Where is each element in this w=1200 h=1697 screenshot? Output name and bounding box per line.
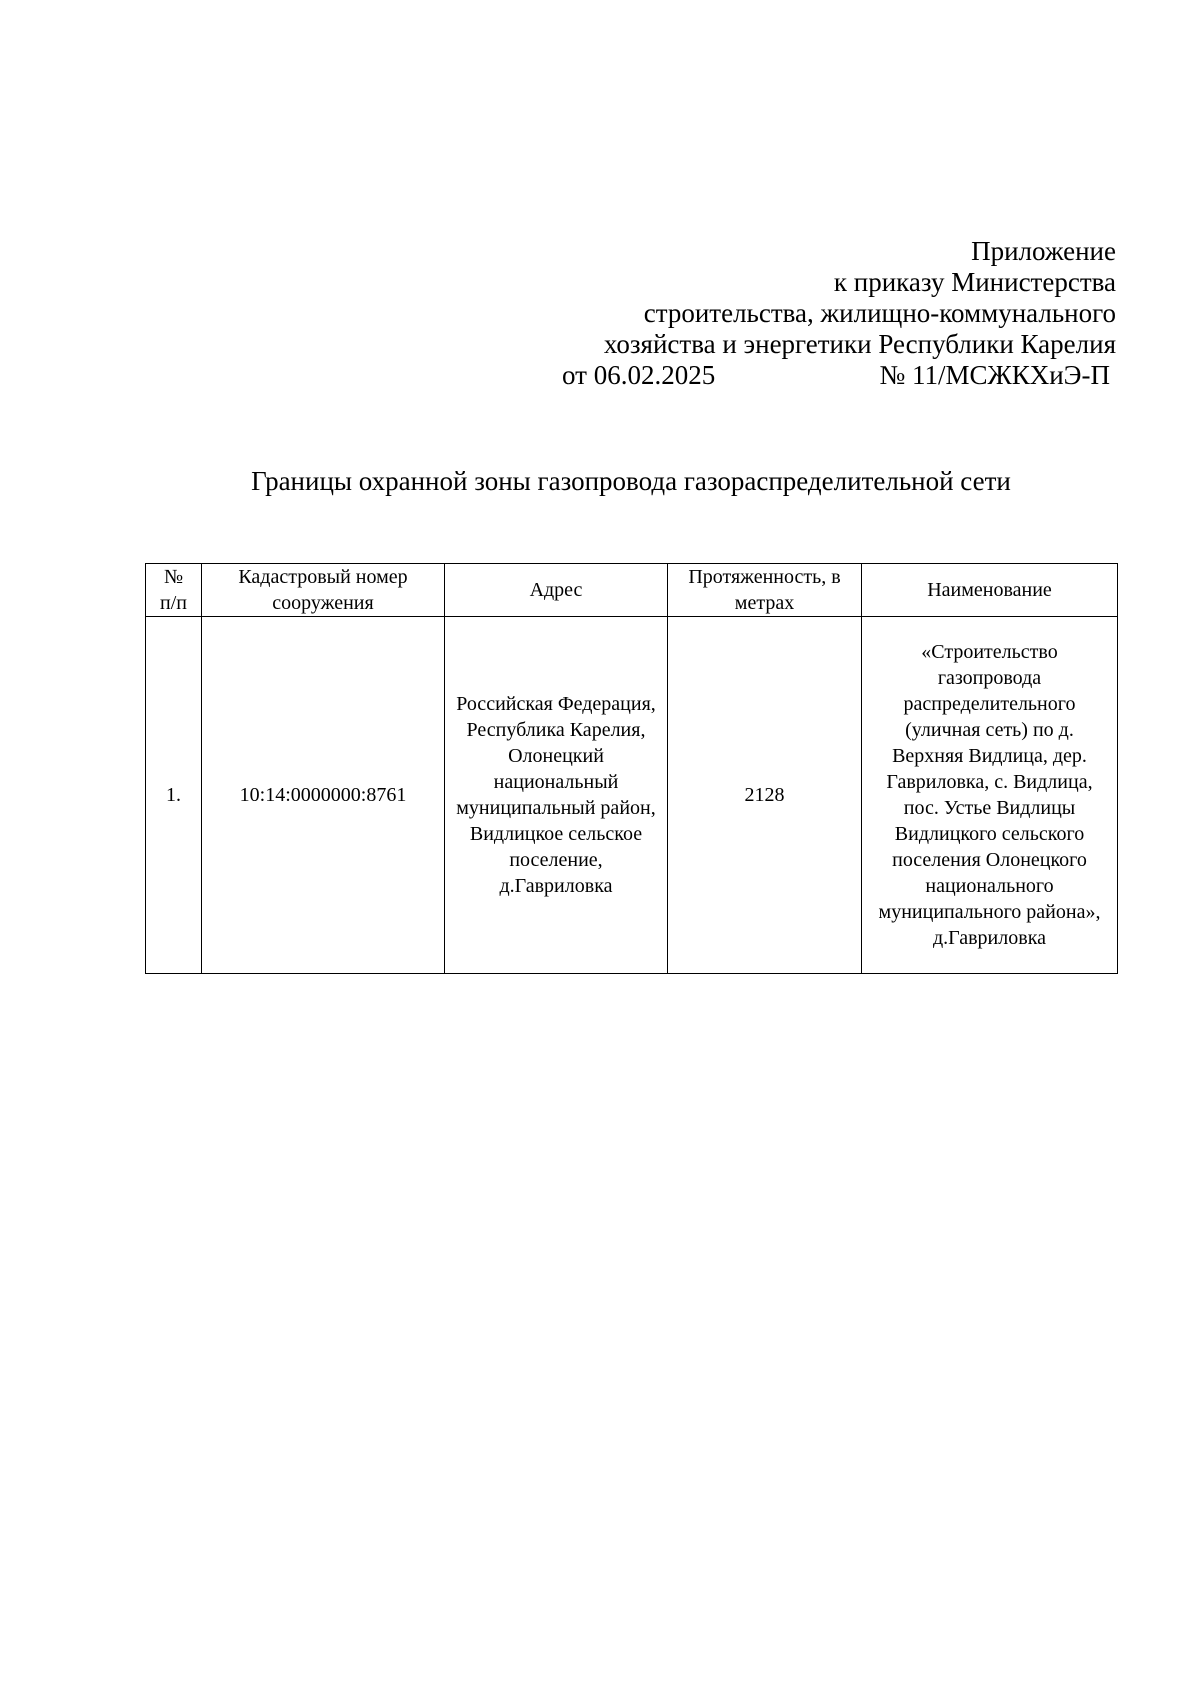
header-name-label: Наименование — [927, 579, 1052, 601]
order-line — [496, 360, 1116, 391]
appendix-heading: Приложение — [971, 236, 1116, 266]
header-length — [668, 564, 862, 617]
cell-address: Российская Федерация, Республика Карелия, Олонецкий национальный муниципальный район, Видлицкое сельское поселение, д.Гавриловка — [445, 617, 668, 974]
header-address-label: Адрес — [529, 579, 583, 601]
header-cadastral-number-label: Кадастровый номер сооружения — [238, 566, 408, 614]
protection-zone-table — [145, 563, 1118, 974]
appendix-order-reference: к приказу Министерства — [833, 267, 1116, 297]
appendix-ministry-line-2: хозяйства и энергетики Республики Карелия — [603, 329, 1116, 359]
header-number-label: № п/п — [160, 566, 187, 614]
header-address — [445, 564, 668, 617]
appendix-block — [496, 236, 1116, 391]
header-length-label: Протяженность, в метрах — [688, 566, 841, 614]
cell-number: 1. — [146, 617, 202, 974]
table-header-row — [146, 564, 1118, 617]
appendix-ministry-line: строительства, жилищно-коммунального — [643, 298, 1116, 328]
header-number — [146, 564, 202, 617]
cell-name: «Строительство газопровода распределительного (уличная сеть) по д. Верхняя Видлица, дер. Гавриловка, с. Видлица, пос. Устье Видлицы Видлицкого сельского поселения Олонецкого национального муниципального района», д.Гавриловка — [862, 617, 1118, 974]
header-cadastral-number — [202, 564, 445, 617]
order-date: от 06.02.2025 — [562, 360, 716, 390]
header-name — [862, 564, 1118, 617]
cell-cadastral-number: 10:14:0000000:8761 — [202, 617, 445, 974]
cell-length: 2128 — [668, 617, 862, 974]
document-title: Границы охранной зоны газопровода газораспределительной сети — [251, 466, 1011, 496]
order-number: № 11/МСЖКХиЭ-П — [879, 360, 1110, 390]
table-row — [146, 617, 1118, 974]
